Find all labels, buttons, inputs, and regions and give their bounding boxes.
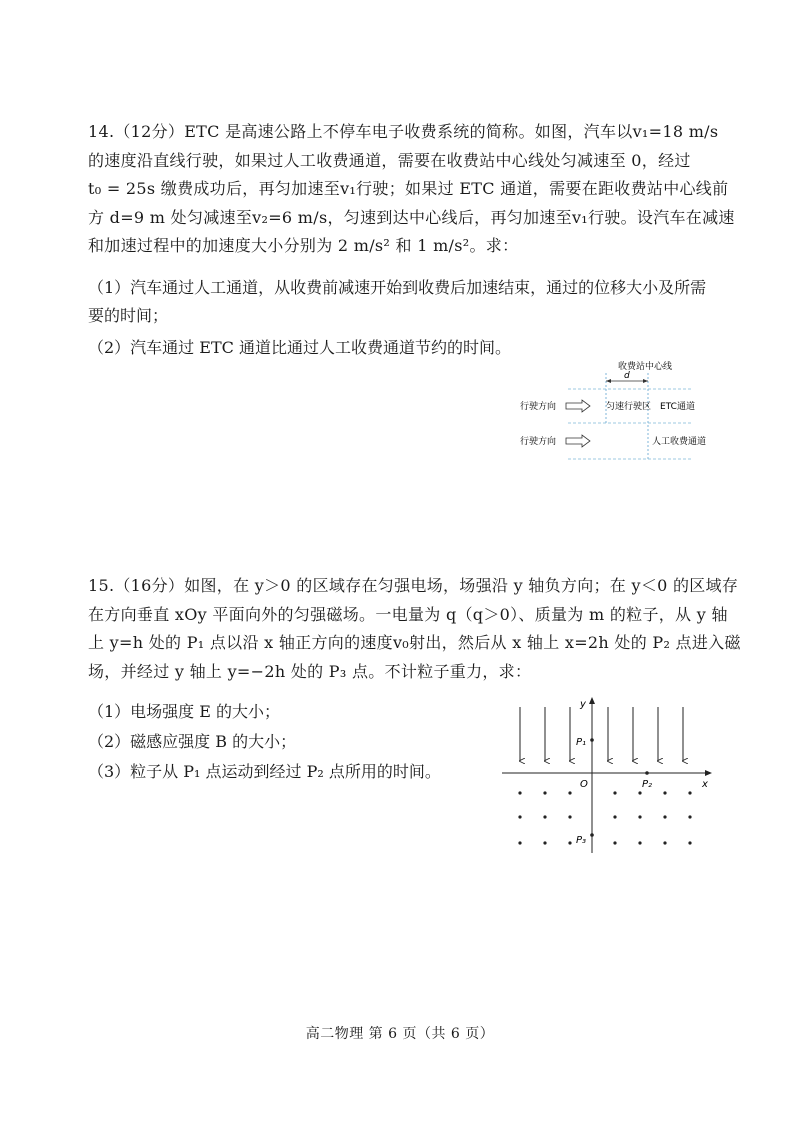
page-footer: 高二物理 第 6 页（共 6 页） <box>305 1026 495 1042</box>
p2-label: P₂ <box>642 779 653 790</box>
field-dot <box>543 815 546 818</box>
field-dot <box>663 791 666 794</box>
direction-arrow-icon <box>566 400 590 412</box>
uniform-zone-label: 匀速行驶区 <box>606 402 652 412</box>
q14-line-4: 方 d=9 m 处匀减速至v₂=6 m/s，匀速到达中心线后，再匀加速至v₁行驶。设汽车在减速 <box>88 207 735 227</box>
q15-line-1: 15.（16分）如图，在 y＞0 的区域存在匀强电场，场强沿 y 轴负方向；在 y＜0 的区域存 <box>88 576 739 595</box>
p1-point <box>590 738 594 742</box>
q14-line-1: 14.（12分）ETC 是高速公路上不停车电子收费系统的简称。如图，汽车以v₁=18 m/s <box>88 122 719 141</box>
field-dot <box>568 791 571 794</box>
field-dot <box>663 815 666 818</box>
magnetic-field-dots <box>518 791 691 844</box>
q14-stem <box>88 118 735 261</box>
q14-line-5: 和加速过程中的加速度大小分别为 2 m/s² 和 1 m/s²。求： <box>88 236 519 255</box>
field-dot <box>638 791 641 794</box>
y-axis-label: y <box>580 699 586 710</box>
q15-sub2: （2）磁感应强度 B 的大小； <box>88 732 297 751</box>
q14-line-2: 的速度沿直线行驶，如果过人工收费通道，需要在收费站中心线处匀减速至 0，经过 <box>88 150 691 170</box>
field-dot <box>688 815 691 818</box>
center-line-label: 收费站中心线 <box>618 362 673 372</box>
q15-sub1: （1）电场强度 E 的大小； <box>88 702 281 721</box>
field-dot <box>568 815 571 818</box>
direction-arrow-icon <box>566 435 590 447</box>
q15-line-2: 在方向垂直 xOy 平面向外的匀强磁场。一电量为 q（q＞0）、质量为 m 的粒子，从 y 轴 <box>88 604 728 624</box>
q14-sub1-line2: 要的时间； <box>88 306 169 325</box>
etc-label: ETC通道 <box>660 402 695 412</box>
p1-label: P₁ <box>576 737 587 748</box>
field-dot <box>613 791 616 794</box>
dir-label-1: 行驶方向 <box>520 402 557 412</box>
q15-line-4: 场，并经过 y 轴上 y=−2h 处的 P₃ 点。不计粒子重力，求： <box>88 661 532 681</box>
field-figure <box>500 695 715 855</box>
y-axis-arrow-icon <box>589 697 595 704</box>
q14-sub1-line1: （1）汽车通过人工通道，从收费前减速开始到收费后加速结束，通过的位移大小及所需 <box>88 278 707 297</box>
d-arrow-right <box>643 379 648 383</box>
p2-point <box>645 771 649 775</box>
d-label: d <box>624 371 630 381</box>
field-dot <box>688 791 691 794</box>
x-axis-arrow-icon <box>705 770 712 776</box>
field-dot <box>613 815 616 818</box>
q15-sub3: （3）粒子从 P₁ 点运动到经过 P₂ 点所用的时间。 <box>88 762 441 781</box>
etc-figure <box>520 355 720 465</box>
field-dot <box>543 791 546 794</box>
field-dot <box>518 791 521 794</box>
dir-label-2: 行驶方向 <box>520 437 557 447</box>
origin-label: O <box>580 779 588 790</box>
q15-line-3: 上 y=h 处的 P₁ 点以沿 x 轴正方向的速度v₀射出，然后从 x 轴上 x=2h 处的 P₂ 点进入磁 <box>88 633 741 652</box>
field-dot <box>688 841 691 844</box>
q14-sub2: （2）汽车通过 ETC 通道比通过人工收费通道节约的时间。 <box>88 338 511 357</box>
field-dot <box>663 841 666 844</box>
field-dot <box>543 841 546 844</box>
field-dot <box>638 841 641 844</box>
q14-line-3: t₀ = 25s 缴费成功后，再匀加速至v₁行驶；如果过 ETC 通道，需要在距收费站中心线前 <box>88 179 729 198</box>
field-dot <box>568 841 571 844</box>
field-dot <box>638 815 641 818</box>
q15-stem <box>88 572 741 686</box>
p3-point <box>590 833 594 837</box>
electric-field-lines <box>520 707 683 761</box>
x-axis-label: x <box>702 779 708 790</box>
manual-lane-label: 人工收费通道 <box>652 437 707 447</box>
p3-label: P₃ <box>576 835 587 846</box>
d-arrow-left <box>606 379 611 383</box>
field-dot <box>518 815 521 818</box>
field-dot <box>613 841 616 844</box>
field-dot <box>518 841 521 844</box>
